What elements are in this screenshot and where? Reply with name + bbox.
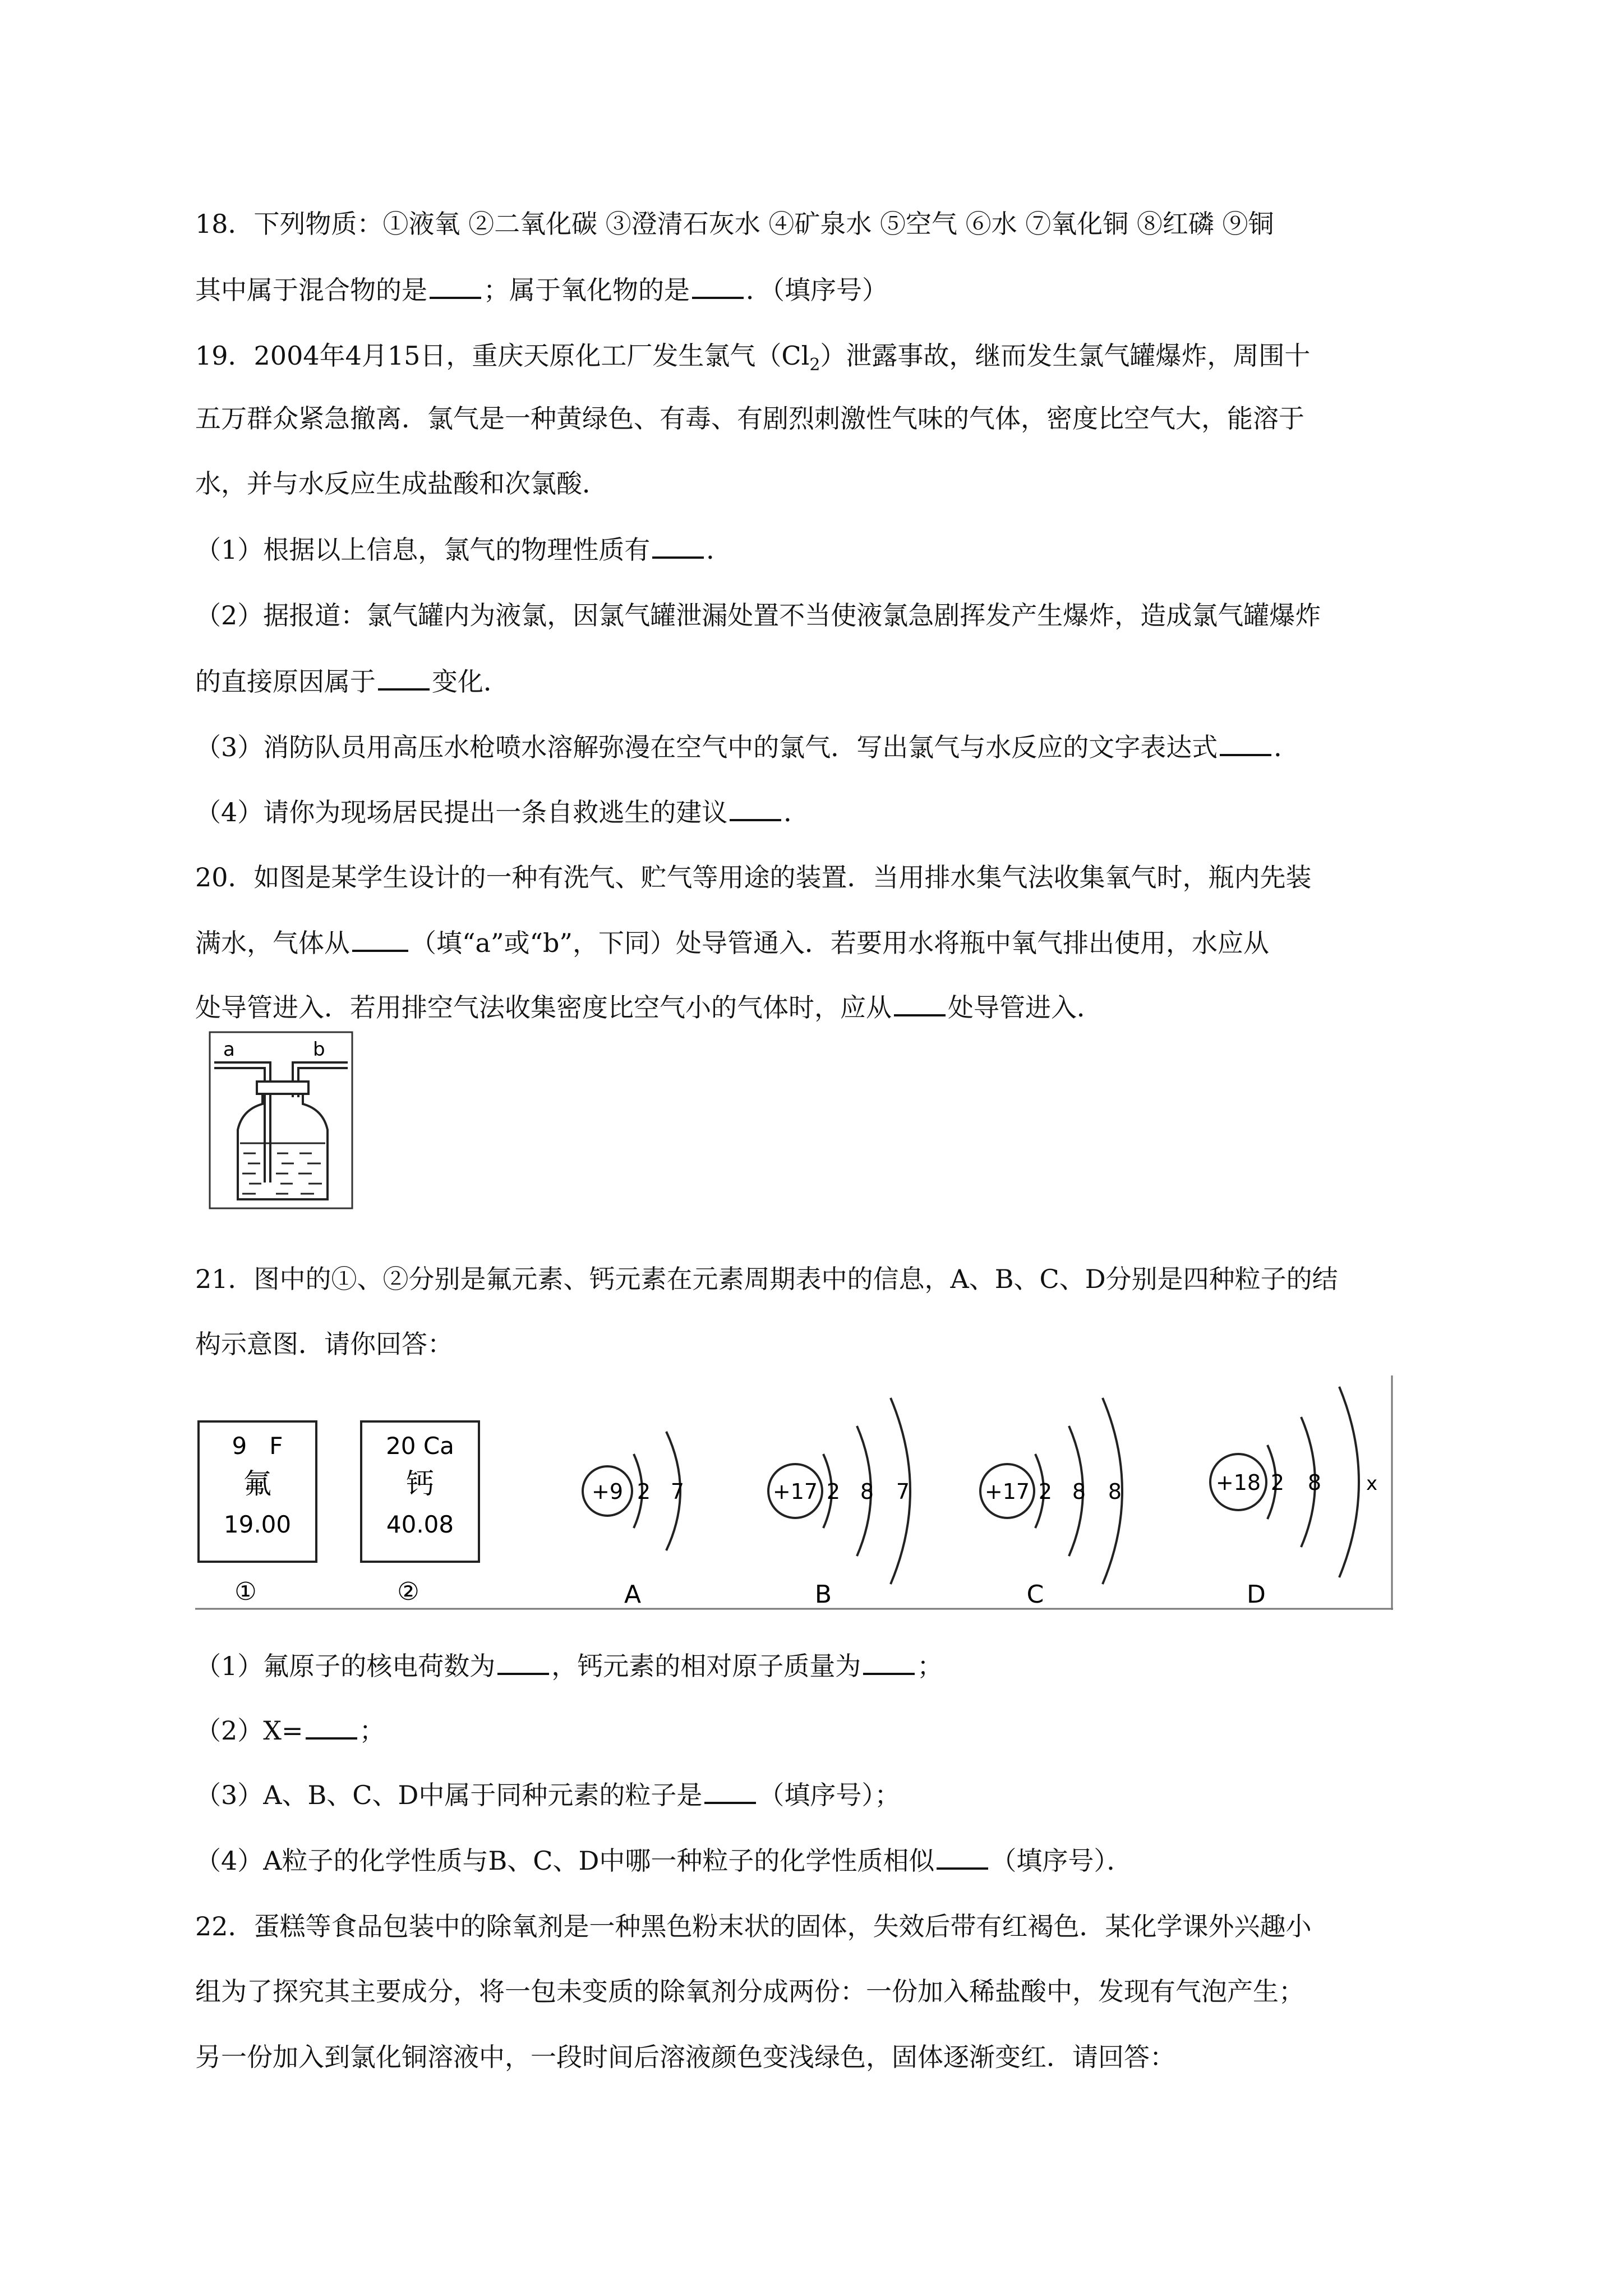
q21-p1-text-c: ；	[917, 1651, 943, 1681]
caption-2: ②	[397, 1577, 419, 1606]
q22-text3: 另一份加入到氯化铜溶液中，一段时间后溶液颜色变浅绿色，固体逐渐变红．请回答：	[195, 2042, 1175, 2072]
caption-b: B	[814, 1580, 832, 1609]
q21-part1	[195, 1649, 943, 1683]
q21-p2-end: ；	[359, 1715, 385, 1746]
answer-blank	[430, 278, 481, 299]
answer-blank	[863, 1654, 915, 1675]
q19-part2-line2	[195, 665, 509, 698]
q19-part1	[195, 533, 732, 567]
calcium-mass: 40.08	[386, 1511, 454, 1538]
caption-d: D	[1247, 1580, 1266, 1609]
q21-part3	[195, 1778, 900, 1812]
water	[240, 1143, 325, 1194]
stopper	[257, 1082, 308, 1094]
q20-line1	[195, 861, 1312, 894]
shell-c-2: 8	[1072, 1479, 1086, 1504]
answer-blank	[894, 995, 946, 1016]
shell-d-1: 2	[1270, 1470, 1285, 1495]
q19-p4-text: （4）请你为现场居民提出一条自救逃生的建议	[195, 797, 728, 827]
nucleus-a-charge: +9	[591, 1479, 624, 1504]
q19-text3: 水，并与水反应生成盐酸和次氯酸．	[195, 468, 608, 499]
q20-text3b: 处导管进入．	[948, 992, 1103, 1023]
shell-c-1: 2	[1038, 1479, 1053, 1504]
answer-blank	[497, 1654, 549, 1675]
caption-1: ①	[234, 1577, 257, 1606]
caption-c: C	[1026, 1580, 1044, 1609]
q19-subscript: 2	[809, 355, 820, 375]
answer-blank	[937, 1848, 988, 1870]
particle-b	[768, 1398, 910, 1609]
q21-p1-text-a: （1）氟原子的核电荷数为	[195, 1651, 496, 1681]
q21-p1-text-b: ，钙元素的相对原子质量为	[551, 1651, 861, 1681]
shell-a-1: 2	[637, 1479, 651, 1504]
q20-line3	[195, 991, 1103, 1024]
q19-text1-end: ）泄露事故，继而发生氯气罐爆炸，周围十	[820, 341, 1311, 371]
element-and-particle-figure	[195, 1375, 1393, 1610]
q19-part4	[195, 795, 809, 829]
q21-part4	[195, 1844, 1132, 1878]
q21-line2	[195, 1327, 453, 1361]
q21-p3-text: （3）A、B、C、D中属于同种元素的粒子是	[195, 1780, 703, 1810]
nucleus-c-charge: +17	[984, 1479, 1030, 1504]
nucleus-b-charge: +17	[772, 1479, 818, 1504]
q19-p2-text1: （2）据报道：氯气罐内为液氯，因氯气罐泄漏处置不当使液氯急剧挥发产生爆炸，造成氯气罐爆炸	[195, 600, 1321, 631]
q19-p3-text: （3）消防队员用高压水枪喷水溶解弥漫在空气中的氯气．写出氯气与水反应的文字表达式	[195, 732, 1218, 762]
nucleus-d-charge: +18	[1215, 1470, 1261, 1495]
answer-blank	[378, 669, 430, 691]
q22-line3	[195, 2040, 1175, 2074]
shell-b-2: 8	[860, 1479, 874, 1504]
caption-a: A	[624, 1580, 642, 1609]
q22-text2: 组为了探究其主要成分，将一包未变质的除氧剂分成两份：一份加入稀盐酸中，发现有气泡产生；	[195, 1976, 1304, 2007]
q18-text1: 18．下列物质：①液氧 ②二氧化碳 ③澄清石灰水 ④矿泉水 ⑤空气 ⑥水 ⑦氧化铜 ⑧红磷 ⑨铜	[195, 209, 1274, 239]
shell-b-3: 7	[896, 1479, 910, 1504]
q21-part2	[195, 1714, 385, 1747]
particle-d	[1210, 1387, 1377, 1609]
fluorine-number-symbol: 9 F	[232, 1432, 283, 1460]
q18-line1	[195, 207, 1274, 241]
q19-line1	[195, 339, 1310, 382]
q19-text1: 19．2004年4月15日，重庆天原化工厂发生氯气（Cl	[195, 341, 810, 371]
answer-blank	[306, 1718, 357, 1740]
q22-line2	[195, 1975, 1304, 2008]
q21-text1: 21．图中的①、②分别是氟元素、钙元素在元素周期表中的信息，A、B、C、D分别是四种粒子的结	[195, 1264, 1338, 1294]
particle-a	[583, 1432, 684, 1609]
q19-p4-end: ．	[783, 797, 810, 827]
shell-c-3: 8	[1108, 1479, 1122, 1504]
answer-blank	[730, 800, 781, 821]
q21-p3-end: （填序号）；	[758, 1780, 901, 1810]
q20-text2a: 满水，气体从	[195, 928, 350, 958]
answer-blank	[352, 931, 408, 952]
q18-text2b: ；属于氧化物的是	[483, 275, 690, 305]
q19-line2	[195, 402, 1304, 435]
q21-text2: 构示意图．请你回答：	[195, 1329, 453, 1359]
q19-line3	[195, 467, 608, 500]
q18-line2	[195, 273, 888, 307]
q21-p4-end: （填序号）．	[990, 1846, 1133, 1876]
q21-p2-text: （2）X=	[195, 1715, 303, 1746]
shell-d-2: 8	[1307, 1470, 1322, 1495]
q19-p2-text2b: 变化．	[432, 666, 509, 697]
q20-text2b: （填“a”或“b”，下同）处导管通入．若要用水将瓶中氧气排出使用，水应从	[411, 928, 1269, 958]
q18-text2c: ．（填序号）	[746, 275, 888, 305]
q22-text1: 22．蛋糕等食品包装中的除氧剂是一种黑色粉末状的固体，失效后带有红褐色．某化学课外兴趣小	[195, 1911, 1312, 1941]
q21-line1	[195, 1262, 1338, 1296]
fluorine-name: 氟	[243, 1467, 271, 1500]
q19-part2-line1	[195, 599, 1321, 632]
q19-p1-text: （1）根据以上信息，氯气的物理性质有	[195, 535, 651, 565]
tube-label-a: a	[223, 1038, 235, 1061]
gas-washing-bottle-figure	[209, 1031, 353, 1209]
answer-blank	[652, 537, 704, 559]
fluorine-mass: 19.00	[223, 1511, 292, 1538]
q19-p1-end: ．	[706, 535, 732, 565]
q22-line1	[195, 1910, 1312, 1943]
answer-blank	[692, 278, 744, 299]
particle-c	[980, 1398, 1122, 1609]
q20-text3a: 处导管进入．若用排空气法收集密度比空气小的气体时，应从	[195, 992, 892, 1023]
calcium-name: 钙	[406, 1467, 434, 1500]
q18-text2a: 其中属于混合物的是	[195, 275, 427, 305]
q19-p3-end: ．	[1274, 732, 1300, 762]
answer-blank	[704, 1783, 756, 1804]
q19-text2: 五万群众紧急撤离．氯气是一种黄绿色、有毒、有剧烈刺激性气味的气体，密度比空气大，能溶于	[195, 403, 1304, 434]
shell-b-1: 2	[826, 1479, 841, 1504]
answer-blank	[1220, 735, 1271, 756]
q21-p4-text: （4）A粒子的化学性质与B、C、D中哪一种粒子的化学性质相似	[195, 1846, 935, 1876]
tube-label-b: b	[313, 1038, 325, 1061]
q20-line2	[195, 926, 1269, 960]
shell-d-3: x	[1366, 1473, 1378, 1495]
q19-p2-text2a: 的直接原因属于	[195, 666, 376, 697]
q19-part3	[195, 730, 1299, 764]
calcium-number-symbol: 20 Ca	[386, 1432, 454, 1460]
shell-a-2: 7	[670, 1479, 685, 1504]
q20-text1: 20．如图是某学生设计的一种有洗气、贮气等用途的装置．当用排水集气法收集氧气时，瓶内先装	[195, 862, 1312, 892]
